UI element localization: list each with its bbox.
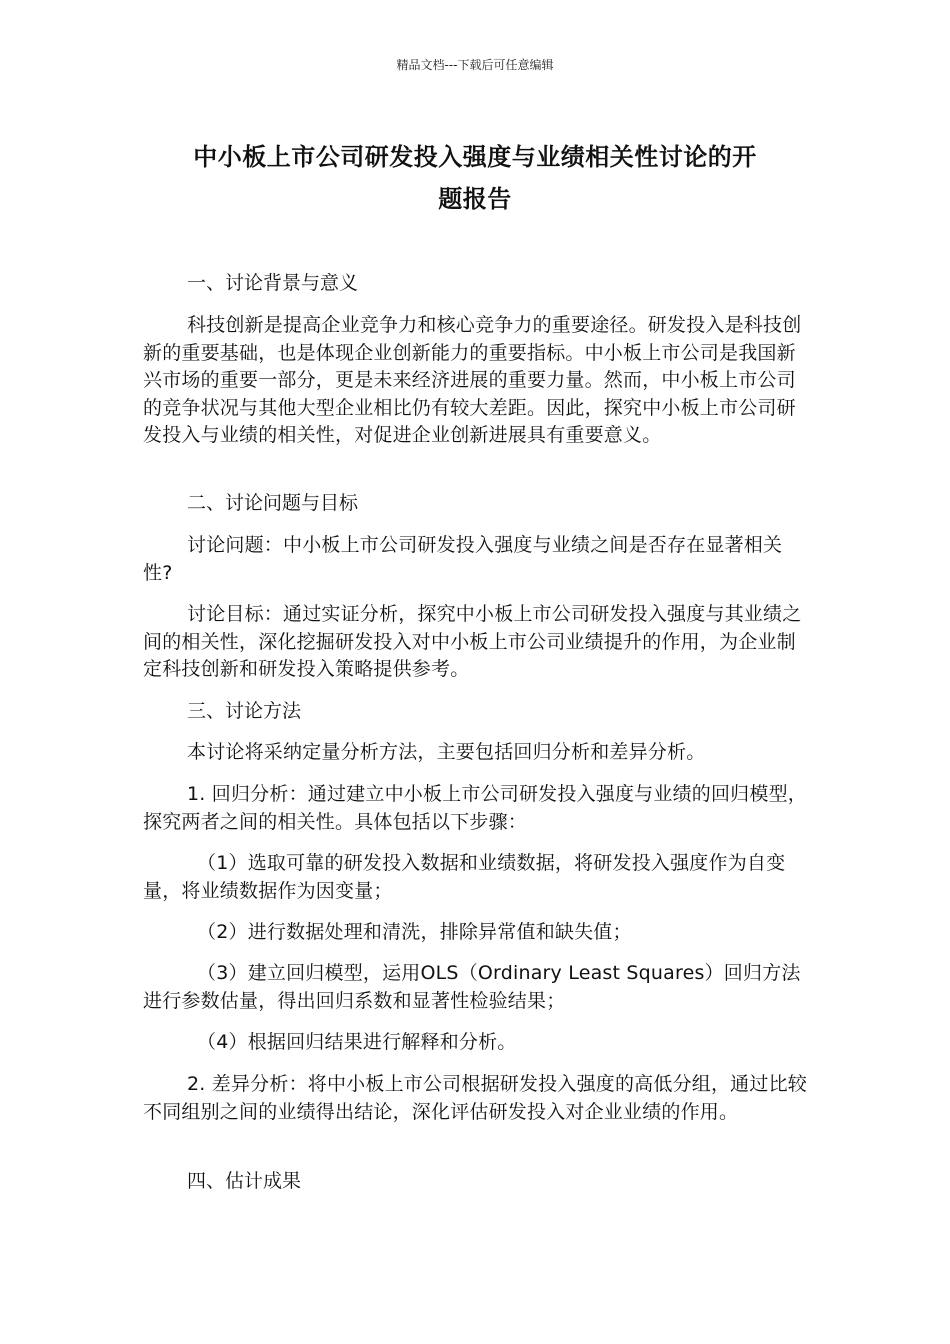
section-3-intro: 本讨论将采纳定量分析方法，主要包括回归分析和差异分析。 <box>187 741 706 763</box>
section-3-heading: 三、讨论方法 <box>187 700 302 722</box>
regression-step-4: （4）根据回归结果进行解释和分析。 <box>197 1031 517 1053</box>
regression-step-2: （2）进行数据处理和清洗，排除异常值和缺失值； <box>197 921 632 943</box>
regression-step-1: （1）选取可靠的研发投入数据和业绩数据，将研发投入强度作为自变量，将业绩数据作为因变量； <box>143 852 786 902</box>
document-title <box>143 136 807 220</box>
section-2-goal: 讨论目标：通过实证分析，探究中小板上市公司研发投入强度与其业绩之间的相关性，深化挖掘研发投入对中小板上市公司业绩提升的作用，为企业制定科技创新和研发投入策略提供参考。 <box>143 603 802 680</box>
regression-step-3: （3）建立回归模型，运用OLS（Ordinary Least Squares）回归方法进行参数估量，得出回归系数和显著性检验结果； <box>143 962 801 1012</box>
section-3-regression: 1. 回归分析：通过建立中小板上市公司研发投入强度与业绩的回归模型，探究两者之间的相关性。具体包括以下步骤： <box>143 783 807 833</box>
section-3-difference: 2. 差异分析：将中小板上市公司根据研发投入强度的高低分组，通过比较不同组别之间的业绩得出结论，深化评估研发投入对企业业绩的作用。 <box>143 1073 807 1123</box>
header-note: 精品文档---下载后可任意编辑 <box>396 58 554 72</box>
section-4-heading: 四、估计成果 <box>187 1170 302 1192</box>
title-line-1: 中小板上市公司研发投入强度与业绩相关性讨论的开 <box>193 143 757 171</box>
section-1-heading: 一、讨论背景与意义 <box>187 272 359 294</box>
section-2-heading: 二、讨论问题与目标 <box>187 492 359 514</box>
title-line-2: 题报告 <box>438 185 512 213</box>
section-1-paragraph: 科技创新是提高企业竞争力和核心竞争力的重要途径。研发投入是科技创新的重要基础，也是体现企业创新能力的重要指标。中小板上市公司是我国新兴市场的重要一部分，更是未来经济进展的重要力量。然而，中小板上市公司的竞争状况与其他大型企业相比仍有较大差距。因此，探究中小板上市公司研发投入与业绩的相关性，对促进企业创新进展具有重要意义。 <box>143 314 802 446</box>
section-2-question: 讨论问题：中小板上市公司研发投入强度与业绩之间是否存在显著相关性? <box>143 534 783 584</box>
